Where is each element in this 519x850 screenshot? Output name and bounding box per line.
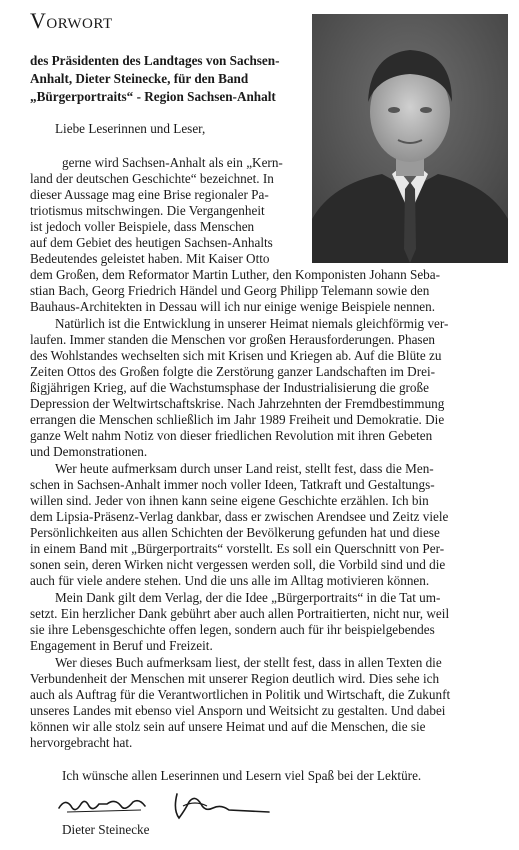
body-line: Zeiten Ottos des Großen folgte die Zerstörung ganzer Landschaften im Drei- — [30, 364, 436, 379]
signer-name: Dieter Steinecke — [62, 822, 150, 837]
body-line: Bedeutendes geleistet haben. Mit Kaiser Otto — [30, 251, 270, 266]
salutation: Liebe Leserinnen und Leser, — [55, 121, 206, 136]
body-line: ist jedoch voller Beispiele, dass Menschen — [30, 219, 255, 234]
body-line: und Demonstrationen. — [30, 444, 148, 459]
body-line: willen sind. Jeder von ihnen kann seine eigene Geschichte erzählen. Ich bin — [30, 493, 429, 508]
body-line: sie ihre Lebensgeschichte offen legen, sondern auch für ihr beispielgebendes — [30, 622, 435, 637]
body-line: sonen sein, deren Wirken nicht vergessen werden soll, die Vorbild sind und die — [30, 557, 446, 572]
body-line: Bauhaus-Architekten in Dessau will ich nur einige wenige Beispiele nennen. — [30, 299, 436, 314]
body-line: schen in Sachsen-Anhalt immer noch voller Ideen, Tatkraft und Gestaltungs- — [30, 477, 435, 492]
handwritten-signature — [55, 790, 275, 824]
body-line: Natürlich ist die Entwicklung in unserer Heimat niemals gleichförmig ver- — [55, 316, 449, 331]
body-line: dem Großen, dem Reformator Martin Luther, den Komponisten Johann Seba- — [30, 267, 441, 282]
subheading-line: des Präsidenten des Landtages von Sachsen- — [30, 53, 280, 68]
closing-line: Ich wünsche allen Leserinnen und Lesern viel Spaß bei der Lektüre. — [62, 768, 422, 783]
body-line: Engagement in Beruf und Freizeit. — [30, 638, 213, 653]
body-line: Wer heute aufmerksam durch unser Land reist, stellt fest, dass die Men- — [55, 461, 434, 476]
page-title: Vorwort — [30, 8, 113, 33]
body-line: auch für viele andere stehen. Und die uns alle im Alltag motivieren können. — [30, 573, 430, 588]
body-line: ßigjährigen Krieg, auf die Wachstumsphase der Industrialisierung die große — [30, 380, 429, 395]
body-line: Verbundenheit der Menschen mit unserer Region deutlich wird. Dies sehe ich — [30, 671, 440, 686]
body-line: des Wohlstandes wechselten sich mit Krisen und Kriegen ab. Auf die Blüte zu — [30, 348, 442, 363]
body-line: gerne wird Sachsen-Anhalt als ein „Kern- — [62, 155, 283, 170]
body-line: errangen die Menschen schließlich im Jahr 1989 Freiheit und Demokratie. Die — [30, 412, 445, 427]
body-line: Mein Dank gilt dem Verlag, der die Idee „Bürgerportraits“ in die Tat um- — [55, 590, 441, 605]
body-line: unseres Landes mit ebenso viel Ansporn und Weitsicht zu gestalten. Und dabei — [30, 703, 446, 718]
body-line: stian Bach, Georg Friedrich Händel und Georg Philipp Telemann sowie den — [30, 283, 430, 298]
body-line: laufen. Immer standen die Menschen vor großen Herausforderungen. Phasen — [30, 332, 436, 347]
body-line: hervorgebracht hat. — [30, 735, 133, 750]
body-line: triotismus mitschwingen. Die Vergangenheit — [30, 203, 265, 218]
body-line: Wer dieses Buch aufmerksam liest, der stellt fest, dass in allen Texten die — [55, 655, 442, 670]
body-line: setzt. Ein herzlicher Dank gebührt aber auch allen Portraitierten, nicht nur, weil — [30, 606, 450, 621]
body-line: können wir alle stolz sein auf unsere Heimat und auf die Menschen, die sie — [30, 719, 426, 734]
subheading-line: „Bürgerportraits“ - Region Sachsen-Anhalt — [30, 89, 276, 104]
body-line: dem Lipsia-Präsenz-Verlag dankbar, dass er zwischen Arendsee und Zeitz viele — [30, 509, 449, 524]
body-line: auch als Auftrag für die Verantwortlichen in Politik und Wirtschaft, die Zukunft — [30, 687, 451, 702]
subheading — [30, 52, 302, 106]
subheading-line: Anhalt, Dieter Steinecke, für den Band — [30, 71, 249, 86]
author-portrait-photo — [312, 14, 508, 263]
body-line: ganze Welt nahm Notiz von dieser friedlichen Revolution mit ihren Gebeten — [30, 428, 433, 443]
body-line: land der deutschen Geschichte“ bezeichnet. In — [30, 171, 274, 186]
body-line: Depression der Weltwirtschaftskrise. Nach Jahrzehnten der Fremdbestimmung — [30, 396, 445, 411]
body-line: in einem Band mit „Bürgerportraits“ vorstellt. Es soll ein Querschnitt von Per- — [30, 541, 445, 556]
body-line: Persönlichkeiten aus allen Schichten der Bevölkerung gefunden hat und diese — [30, 525, 440, 540]
body-line: auf dem Gebiet des heutigen Sachsen-Anhalts — [30, 235, 273, 250]
body-line: dieser Aussage mag eine Brise regionaler Pa- — [30, 187, 269, 202]
